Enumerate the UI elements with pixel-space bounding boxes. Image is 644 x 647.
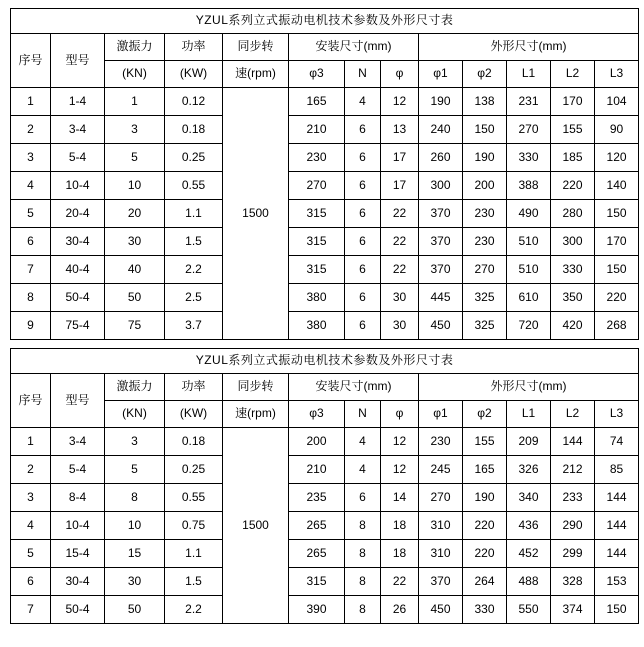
cell-power: 0.18: [165, 116, 223, 144]
cell-l2: 220: [551, 172, 595, 200]
col-header-model: 型号: [51, 34, 105, 88]
cell-phi2: 200: [463, 172, 507, 200]
cell-phi: 22: [381, 200, 419, 228]
table-row: [11, 228, 639, 256]
cell-phi2: 230: [463, 228, 507, 256]
cell-phi: 30: [381, 284, 419, 312]
cell-phi2: 330: [463, 596, 507, 624]
cell-no: 8: [11, 284, 51, 312]
cell-model: 75-4: [51, 312, 105, 340]
cell-l3: 150: [595, 596, 639, 624]
cell-no: 7: [11, 256, 51, 284]
cell-phi: 12: [381, 456, 419, 484]
cell-power: 0.55: [165, 172, 223, 200]
cell-phi3: 315: [289, 200, 345, 228]
cell-phi1: 300: [419, 172, 463, 200]
col-header-l1: L1: [507, 401, 551, 428]
cell-l2: 330: [551, 256, 595, 284]
cell-n: 6: [345, 200, 381, 228]
table-row: [11, 596, 639, 624]
cell-force: 1: [105, 88, 165, 116]
cell-power: 1.1: [165, 200, 223, 228]
cell-phi1: 310: [419, 540, 463, 568]
cell-phi1: 240: [419, 116, 463, 144]
cell-l1: 326: [507, 456, 551, 484]
cell-phi2: 138: [463, 88, 507, 116]
col-header-power-unit: (KW): [165, 61, 223, 88]
cell-force: 10: [105, 172, 165, 200]
cell-force: 75: [105, 312, 165, 340]
cell-phi: 14: [381, 484, 419, 512]
cell-force: 8: [105, 484, 165, 512]
cell-speed: 1500: [223, 88, 289, 340]
cell-model: 10-4: [51, 172, 105, 200]
cell-phi1: 310: [419, 512, 463, 540]
cell-phi3: 315: [289, 228, 345, 256]
cell-l1: 270: [507, 116, 551, 144]
cell-phi2: 220: [463, 540, 507, 568]
cell-phi3: 315: [289, 568, 345, 596]
cell-l1: 340: [507, 484, 551, 512]
col-header-phi: φ: [381, 61, 419, 88]
col-header-speed-unit: 速(rpm): [223, 401, 289, 428]
cell-phi1: 370: [419, 200, 463, 228]
cell-phi1: 270: [419, 484, 463, 512]
cell-phi: 12: [381, 428, 419, 456]
col-header-force: 激振力: [105, 374, 165, 401]
cell-phi: 22: [381, 256, 419, 284]
col-header-phi3: φ3: [289, 61, 345, 88]
cell-force: 30: [105, 568, 165, 596]
header-row-1: [11, 34, 639, 61]
cell-model: 50-4: [51, 284, 105, 312]
col-header-l3: L3: [595, 61, 639, 88]
cell-phi3: 265: [289, 512, 345, 540]
cell-phi3: 390: [289, 596, 345, 624]
cell-l3: 150: [595, 200, 639, 228]
cell-phi: 26: [381, 596, 419, 624]
cell-phi2: 165: [463, 456, 507, 484]
cell-no: 1: [11, 428, 51, 456]
cell-power: 2.2: [165, 596, 223, 624]
cell-phi1: 190: [419, 88, 463, 116]
col-header-speed-unit: 速(rpm): [223, 61, 289, 88]
cell-power: 0.75: [165, 512, 223, 540]
cell-no: 7: [11, 596, 51, 624]
cell-l2: 144: [551, 428, 595, 456]
cell-phi2: 325: [463, 312, 507, 340]
col-group-install: 安装尺寸(mm): [289, 374, 419, 401]
cell-l3: 144: [595, 512, 639, 540]
cell-l1: 388: [507, 172, 551, 200]
cell-power: 0.25: [165, 456, 223, 484]
cell-n: 6: [345, 172, 381, 200]
cell-n: 6: [345, 284, 381, 312]
cell-power: 1.5: [165, 228, 223, 256]
cell-l2: 185: [551, 144, 595, 172]
cell-model: 3-4: [51, 116, 105, 144]
cell-no: 3: [11, 484, 51, 512]
spec-table-1: [10, 8, 639, 340]
cell-power: 0.18: [165, 428, 223, 456]
cell-phi2: 220: [463, 512, 507, 540]
cell-phi1: 370: [419, 568, 463, 596]
table-row: [11, 312, 639, 340]
col-header-phi: φ: [381, 401, 419, 428]
cell-l1: 436: [507, 512, 551, 540]
cell-model: 5-4: [51, 456, 105, 484]
table-row: [11, 88, 639, 116]
table-row: [11, 284, 639, 312]
table-row: [11, 456, 639, 484]
col-header-n: N: [345, 61, 381, 88]
cell-l2: 299: [551, 540, 595, 568]
cell-phi2: 264: [463, 568, 507, 596]
cell-power: 0.25: [165, 144, 223, 172]
cell-phi2: 270: [463, 256, 507, 284]
cell-l2: 350: [551, 284, 595, 312]
cell-phi2: 155: [463, 428, 507, 456]
header-row-2: [11, 61, 639, 88]
cell-l3: 268: [595, 312, 639, 340]
cell-no: 5: [11, 200, 51, 228]
cell-phi2: 150: [463, 116, 507, 144]
cell-phi3: 380: [289, 284, 345, 312]
cell-n: 6: [345, 312, 381, 340]
cell-no: 6: [11, 568, 51, 596]
cell-l3: 144: [595, 540, 639, 568]
cell-n: 8: [345, 568, 381, 596]
cell-l3: 85: [595, 456, 639, 484]
cell-l3: 90: [595, 116, 639, 144]
cell-n: 6: [345, 144, 381, 172]
cell-n: 4: [345, 428, 381, 456]
cell-force: 20: [105, 200, 165, 228]
cell-phi: 17: [381, 172, 419, 200]
cell-phi3: 270: [289, 172, 345, 200]
cell-l2: 374: [551, 596, 595, 624]
cell-phi: 13: [381, 116, 419, 144]
cell-l3: 220: [595, 284, 639, 312]
cell-model: 8-4: [51, 484, 105, 512]
col-header-no: 序号: [11, 34, 51, 88]
cell-l2: 280: [551, 200, 595, 228]
cell-phi: 18: [381, 540, 419, 568]
cell-n: 6: [345, 228, 381, 256]
cell-force: 3: [105, 116, 165, 144]
col-header-power: 功率: [165, 374, 223, 401]
cell-phi1: 260: [419, 144, 463, 172]
cell-model: 40-4: [51, 256, 105, 284]
cell-phi3: 230: [289, 144, 345, 172]
cell-phi: 17: [381, 144, 419, 172]
table-row: [11, 568, 639, 596]
cell-phi3: 210: [289, 456, 345, 484]
cell-l3: 104: [595, 88, 639, 116]
cell-phi2: 190: [463, 144, 507, 172]
cell-l3: 170: [595, 228, 639, 256]
col-header-l3: L3: [595, 401, 639, 428]
cell-power: 1.5: [165, 568, 223, 596]
cell-phi: 22: [381, 228, 419, 256]
cell-no: 9: [11, 312, 51, 340]
cell-n: 6: [345, 116, 381, 144]
cell-no: 3: [11, 144, 51, 172]
table-row: [11, 540, 639, 568]
cell-l3: 74: [595, 428, 639, 456]
cell-n: 6: [345, 484, 381, 512]
cell-l3: 150: [595, 256, 639, 284]
cell-l2: 328: [551, 568, 595, 596]
cell-no: 4: [11, 512, 51, 540]
col-header-speed: 同步转: [223, 34, 289, 61]
cell-model: 50-4: [51, 596, 105, 624]
cell-power: 1.1: [165, 540, 223, 568]
header-row-1: [11, 374, 639, 401]
header-row-2: [11, 401, 639, 428]
cell-model: 20-4: [51, 200, 105, 228]
cell-force: 10: [105, 512, 165, 540]
cell-l1: 490: [507, 200, 551, 228]
cell-phi3: 265: [289, 540, 345, 568]
cell-n: 8: [345, 540, 381, 568]
cell-phi1: 450: [419, 596, 463, 624]
cell-no: 1: [11, 88, 51, 116]
cell-force: 50: [105, 284, 165, 312]
cell-power: 2.5: [165, 284, 223, 312]
cell-l1: 510: [507, 256, 551, 284]
table-divider: [10, 340, 634, 348]
cell-force: 3: [105, 428, 165, 456]
cell-phi2: 325: [463, 284, 507, 312]
cell-power: 3.7: [165, 312, 223, 340]
col-header-phi2: φ2: [463, 61, 507, 88]
col-header-power-unit: (KW): [165, 401, 223, 428]
cell-l2: 420: [551, 312, 595, 340]
cell-power: 0.12: [165, 88, 223, 116]
col-header-l2: L2: [551, 401, 595, 428]
cell-l1: 720: [507, 312, 551, 340]
table-row: [11, 256, 639, 284]
table-row: [11, 144, 639, 172]
col-header-phi1: φ1: [419, 61, 463, 88]
col-header-power: 功率: [165, 34, 223, 61]
col-header-model: 型号: [51, 374, 105, 428]
cell-l1: 452: [507, 540, 551, 568]
col-header-speed: 同步转: [223, 374, 289, 401]
cell-l1: 510: [507, 228, 551, 256]
cell-phi1: 370: [419, 228, 463, 256]
cell-phi3: 315: [289, 256, 345, 284]
cell-force: 40: [105, 256, 165, 284]
cell-l3: 153: [595, 568, 639, 596]
table-row: [11, 484, 639, 512]
cell-l1: 550: [507, 596, 551, 624]
cell-phi3: 200: [289, 428, 345, 456]
cell-phi1: 245: [419, 456, 463, 484]
cell-force: 5: [105, 144, 165, 172]
cell-n: 4: [345, 88, 381, 116]
cell-l2: 300: [551, 228, 595, 256]
cell-phi3: 235: [289, 484, 345, 512]
cell-force: 50: [105, 596, 165, 624]
col-header-phi3: φ3: [289, 401, 345, 428]
cell-model: 1-4: [51, 88, 105, 116]
col-group-outline: 外形尺寸(mm): [419, 374, 639, 401]
cell-model: 3-4: [51, 428, 105, 456]
cell-phi1: 370: [419, 256, 463, 284]
col-header-l2: L2: [551, 61, 595, 88]
cell-phi: 22: [381, 568, 419, 596]
cell-n: 8: [345, 596, 381, 624]
table-title: YZUL系列立式振动电机技术参数及外形尺寸表: [11, 9, 639, 34]
cell-phi1: 445: [419, 284, 463, 312]
cell-phi3: 210: [289, 116, 345, 144]
cell-no: 2: [11, 116, 51, 144]
cell-phi1: 230: [419, 428, 463, 456]
cell-phi3: 380: [289, 312, 345, 340]
cell-phi: 30: [381, 312, 419, 340]
table-row: [11, 172, 639, 200]
cell-l2: 233: [551, 484, 595, 512]
col-header-no: 序号: [11, 374, 51, 428]
cell-force: 5: [105, 456, 165, 484]
cell-l2: 170: [551, 88, 595, 116]
cell-model: 5-4: [51, 144, 105, 172]
cell-l2: 212: [551, 456, 595, 484]
cell-power: 2.2: [165, 256, 223, 284]
cell-model: 30-4: [51, 568, 105, 596]
table-row: [11, 512, 639, 540]
table-row: [11, 200, 639, 228]
cell-model: 10-4: [51, 512, 105, 540]
col-group-outline: 外形尺寸(mm): [419, 34, 639, 61]
col-header-phi1: φ1: [419, 401, 463, 428]
col-header-n: N: [345, 401, 381, 428]
cell-l1: 610: [507, 284, 551, 312]
table-row: [11, 428, 639, 456]
col-header-force-unit: (KN): [105, 61, 165, 88]
cell-phi3: 165: [289, 88, 345, 116]
table-title: YZUL系列立式振动电机技术参数及外形尺寸表: [11, 349, 639, 374]
cell-speed: 1500: [223, 428, 289, 624]
cell-l1: 209: [507, 428, 551, 456]
cell-force: 15: [105, 540, 165, 568]
cell-phi2: 190: [463, 484, 507, 512]
spec-table-2: [10, 348, 639, 624]
col-group-install: 安装尺寸(mm): [289, 34, 419, 61]
cell-no: 4: [11, 172, 51, 200]
cell-no: 5: [11, 540, 51, 568]
cell-l2: 155: [551, 116, 595, 144]
cell-l2: 290: [551, 512, 595, 540]
cell-l3: 120: [595, 144, 639, 172]
cell-n: 6: [345, 256, 381, 284]
table-row: [11, 116, 639, 144]
cell-l3: 140: [595, 172, 639, 200]
cell-no: 2: [11, 456, 51, 484]
cell-model: 30-4: [51, 228, 105, 256]
cell-l1: 330: [507, 144, 551, 172]
cell-force: 30: [105, 228, 165, 256]
cell-phi: 12: [381, 88, 419, 116]
cell-n: 4: [345, 456, 381, 484]
col-header-force: 激振力: [105, 34, 165, 61]
table-title-row: [11, 9, 639, 34]
cell-no: 6: [11, 228, 51, 256]
col-header-l1: L1: [507, 61, 551, 88]
cell-phi: 18: [381, 512, 419, 540]
cell-power: 0.55: [165, 484, 223, 512]
cell-l1: 488: [507, 568, 551, 596]
cell-l3: 144: [595, 484, 639, 512]
cell-phi2: 230: [463, 200, 507, 228]
col-header-force-unit: (KN): [105, 401, 165, 428]
col-header-phi2: φ2: [463, 401, 507, 428]
cell-phi1: 450: [419, 312, 463, 340]
cell-l1: 231: [507, 88, 551, 116]
cell-model: 15-4: [51, 540, 105, 568]
table-title-row: [11, 349, 639, 374]
cell-n: 8: [345, 512, 381, 540]
